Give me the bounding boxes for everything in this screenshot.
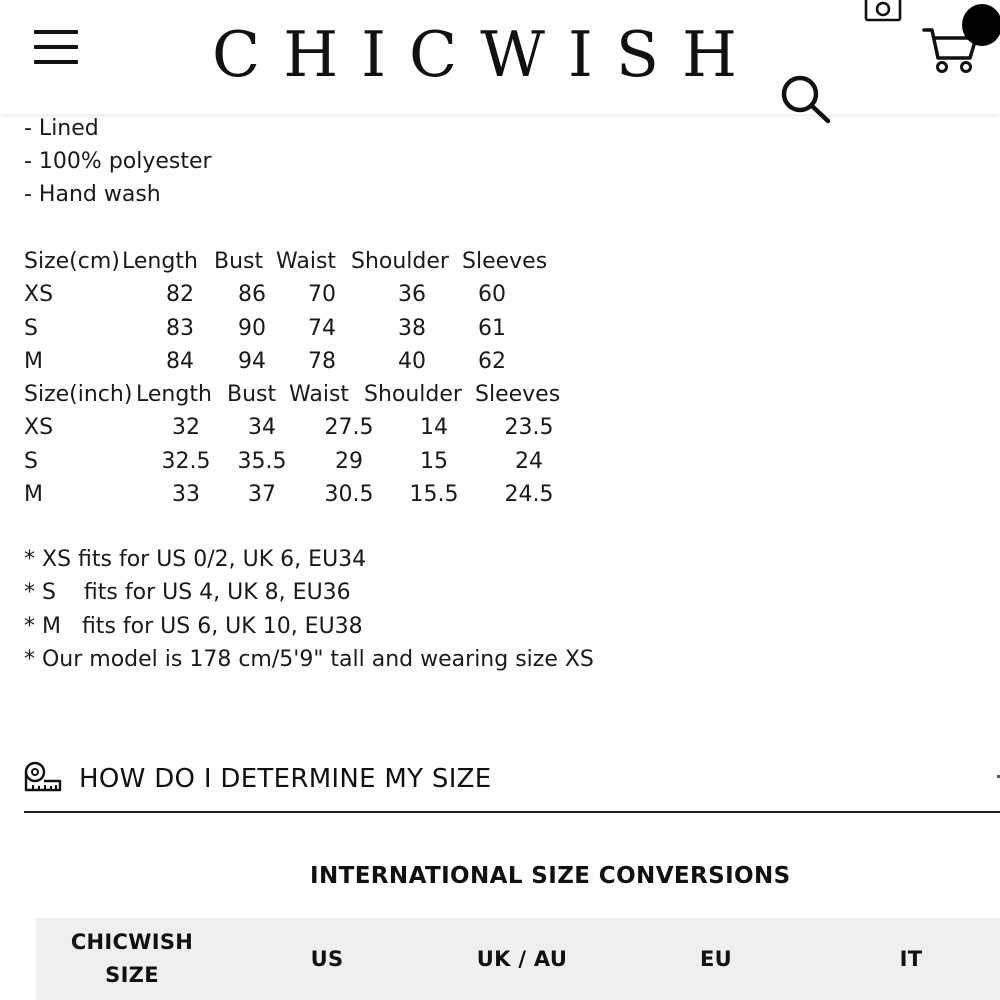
size-chart-header-cell: Waist bbox=[276, 249, 337, 274]
size-chart-cell: M bbox=[24, 482, 43, 508]
cart-badge[interactable] bbox=[962, 4, 1000, 46]
size-chart-cell: 32 bbox=[172, 415, 200, 441]
product-description bbox=[24, 112, 212, 211]
col-it: IT bbox=[899, 946, 923, 971]
size-chart-cell: 34 bbox=[248, 415, 276, 441]
camera-icon[interactable] bbox=[864, 0, 902, 22]
size-chart bbox=[0, 245, 640, 511]
col-chicwish-size: CHICWISH SIZE bbox=[70, 930, 194, 987]
size-chart-cell: 29 bbox=[335, 448, 363, 474]
col-eu: EU bbox=[700, 946, 732, 971]
size-chart-cell: 60 bbox=[478, 282, 506, 308]
size-chart-cell: 78 bbox=[308, 348, 336, 374]
measuring-tape-icon bbox=[24, 761, 62, 793]
size-chart-cm-row bbox=[0, 278, 640, 311]
size-notes bbox=[24, 543, 594, 676]
size-chart-cell: 83 bbox=[166, 315, 194, 341]
size-note: * M fits for US 6, UK 10, EU38 bbox=[24, 613, 363, 639]
size-chart-cell: 40 bbox=[398, 348, 426, 374]
size-chart-cell: 84 bbox=[166, 348, 194, 374]
size-note: * Our model is 178 cm/5'9" tall and wearing size XS bbox=[24, 646, 594, 672]
size-chart-cell: 36 bbox=[398, 282, 426, 308]
col-uk-au: UK / AU bbox=[476, 946, 568, 971]
size-chart-cell: 62 bbox=[478, 348, 506, 374]
size-chart-cell: 61 bbox=[478, 315, 506, 341]
size-chart-cell: S bbox=[24, 315, 38, 341]
size-chart-cell: 38 bbox=[398, 315, 426, 341]
size-chart-header-cell: Sleeves bbox=[462, 249, 548, 274]
size-chart-header-cell: Size(cm) bbox=[24, 249, 120, 274]
size-chart-cell: 30.5 bbox=[324, 482, 374, 508]
search-icon[interactable] bbox=[778, 72, 834, 128]
conversions-table-header bbox=[36, 918, 1000, 1000]
conversions-title: INTERNATIONAL SIZE CONVERSIONS bbox=[310, 863, 791, 889]
size-chart-cell: 15.5 bbox=[409, 482, 459, 508]
size-chart-header-cell: Shoulder bbox=[351, 249, 449, 274]
size-chart-cell: 14 bbox=[420, 415, 448, 441]
size-chart-header-cell: Shoulder bbox=[364, 382, 462, 408]
description-line: - Lined bbox=[24, 116, 99, 141]
size-chart-cell: 37 bbox=[248, 482, 276, 508]
size-chart-cm-row bbox=[0, 312, 640, 345]
size-chart-cell: 82 bbox=[166, 282, 194, 308]
size-chart-cell: 24 bbox=[515, 448, 543, 474]
determine-size-label: HOW DO I DETERMINE MY SIZE bbox=[79, 764, 492, 794]
determine-size-toggle[interactable] bbox=[24, 755, 1000, 813]
size-chart-cell: 70 bbox=[308, 282, 336, 308]
col-us: US bbox=[310, 946, 344, 971]
description-line: - Hand wash bbox=[24, 182, 161, 207]
size-chart-inch-row bbox=[0, 445, 640, 478]
size-chart-cell: 23.5 bbox=[504, 415, 554, 441]
size-chart-cell: XS bbox=[24, 282, 54, 308]
size-chart-cm-row bbox=[0, 345, 640, 378]
menu-icon[interactable] bbox=[34, 28, 80, 68]
size-chart-cell: 90 bbox=[238, 315, 266, 341]
size-chart-cell: 35.5 bbox=[237, 448, 287, 474]
size-chart-cell: M bbox=[24, 348, 43, 374]
size-chart-cell: 24.5 bbox=[504, 482, 554, 508]
size-chart-cell: 33 bbox=[172, 482, 200, 508]
size-chart-cell: XS bbox=[24, 415, 54, 441]
size-chart-header-cell: Bust bbox=[214, 249, 264, 274]
size-chart-inch-row bbox=[0, 478, 640, 511]
size-note: * XS fits for US 0/2, UK 6, EU34 bbox=[24, 547, 367, 572]
size-chart-header-cell: Size(inch) bbox=[24, 382, 133, 408]
size-chart-cell: 27.5 bbox=[324, 415, 374, 441]
size-chart-header-cell: Bust bbox=[227, 382, 277, 408]
site-header bbox=[0, 0, 1000, 114]
size-chart-header-cell: Waist bbox=[289, 382, 350, 408]
size-chart-header-cell: Sleeves bbox=[475, 382, 561, 408]
size-chart-cm-header bbox=[0, 245, 640, 278]
size-chart-header-cell: Length bbox=[122, 249, 198, 274]
size-chart-inch-header bbox=[0, 378, 640, 411]
size-chart-cell: 74 bbox=[308, 315, 336, 341]
size-chart-cell: S bbox=[24, 448, 38, 474]
size-chart-cell: 32.5 bbox=[161, 448, 211, 474]
size-chart-cell: 94 bbox=[238, 348, 266, 374]
size-chart-header-cell: Length bbox=[136, 382, 212, 408]
size-chart-cell: 15 bbox=[420, 448, 448, 474]
size-chart-inch-row bbox=[0, 411, 640, 444]
size-note: * S fits for US 4, UK 8, EU36 bbox=[24, 580, 351, 606]
size-chart-cell: 86 bbox=[238, 282, 266, 308]
description-line: - 100% polyester bbox=[24, 149, 212, 174]
brand-logo[interactable]: CHICWISH bbox=[212, 18, 760, 91]
